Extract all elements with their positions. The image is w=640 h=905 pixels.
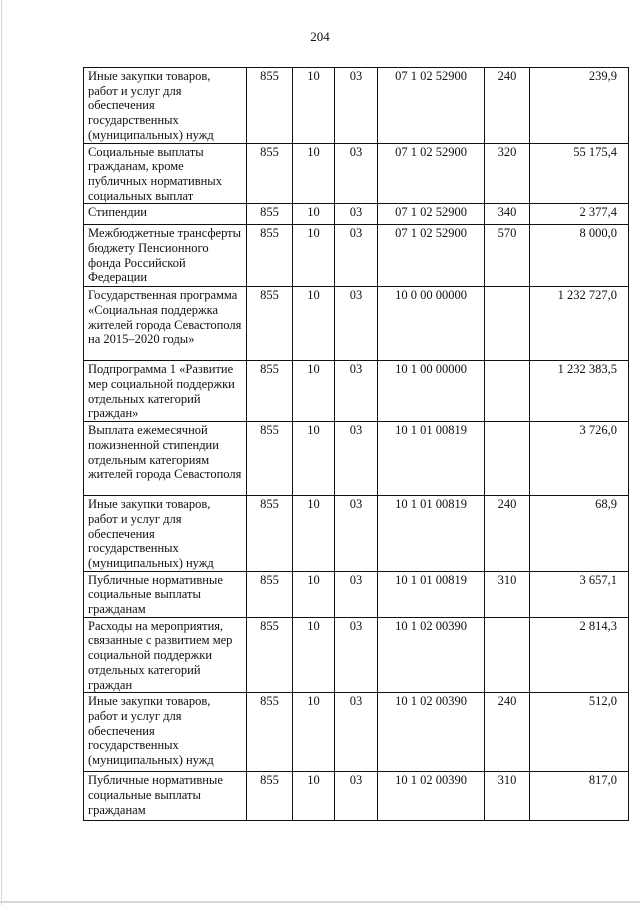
row-csr: 10 1 01 00819	[378, 422, 485, 496]
row-pr: 03	[335, 68, 378, 144]
row-sum: 3 657,1	[530, 571, 629, 617]
row-name: Стипендии	[84, 204, 247, 225]
row-pr: 03	[335, 361, 378, 422]
table-row	[84, 571, 629, 617]
row-csr: 07 1 02 52900	[378, 68, 485, 144]
row-ved: 855	[247, 287, 293, 361]
row-name: Иные закупки товаров, работ и услуг для обеспечения государственных (муниципальных) нужд	[84, 693, 247, 772]
row-sum: 1 232 383,5	[530, 361, 629, 422]
table-row	[84, 225, 629, 287]
row-rz: 10	[293, 68, 335, 144]
row-vr: 240	[485, 693, 530, 772]
row-sum: 239,9	[530, 68, 629, 144]
row-vr: 570	[485, 225, 530, 287]
row-vr: 340	[485, 204, 530, 225]
table-row	[84, 772, 629, 821]
row-name: Иные закупки товаров, работ и услуг для обеспечения государственных (муниципальных) нужд	[84, 68, 247, 144]
row-csr: 07 1 02 52900	[378, 204, 485, 225]
row-vr	[485, 422, 530, 496]
row-ved: 855	[247, 571, 293, 617]
row-rz: 10	[293, 496, 335, 572]
row-sum: 817,0	[530, 772, 629, 821]
row-pr: 03	[335, 693, 378, 772]
row-pr: 03	[335, 204, 378, 225]
table-row	[84, 617, 629, 693]
scan-edge-bottom	[0, 901, 640, 903]
row-name: Расходы на мероприятия, связанные с развитием мер социальной поддержки отдельных категорий граждан	[84, 617, 247, 693]
row-pr: 03	[335, 225, 378, 287]
row-pr: 03	[335, 496, 378, 572]
row-csr: 07 1 02 52900	[378, 225, 485, 287]
row-name: Выплата ежемесячной пожизненной стипендии отдельным категориям жителей города Севастополя	[84, 422, 247, 496]
table-row	[84, 693, 629, 772]
table-row	[84, 68, 629, 144]
table-row	[84, 422, 629, 496]
row-name: Публичные нормативные социальные выплаты гражданам	[84, 571, 247, 617]
row-csr: 10 1 00 00000	[378, 361, 485, 422]
row-csr: 07 1 02 52900	[378, 143, 485, 204]
row-vr	[485, 617, 530, 693]
row-pr: 03	[335, 571, 378, 617]
row-csr: 10 1 01 00819	[378, 571, 485, 617]
row-name: Межбюджетные трансферты бюджету Пенсионного фонда Российской Федерации	[84, 225, 247, 287]
table-row	[84, 143, 629, 204]
row-name: Иные закупки товаров, работ и услуг для обеспечения государственных (муниципальных) нужд	[84, 496, 247, 572]
row-sum: 3 726,0	[530, 422, 629, 496]
row-sum: 512,0	[530, 693, 629, 772]
row-name: Социальные выплаты гражданам, кроме публичных нормативных социальных выплат	[84, 143, 247, 204]
row-name: Государственная программа «Социальная поддержка жителей города Севастополя на 2015–2020 годы»	[84, 287, 247, 361]
row-pr: 03	[335, 617, 378, 693]
row-sum: 2 814,3	[530, 617, 629, 693]
table-row	[84, 204, 629, 225]
row-ved: 855	[247, 496, 293, 572]
row-rz: 10	[293, 693, 335, 772]
row-rz: 10	[293, 772, 335, 821]
row-rz: 10	[293, 225, 335, 287]
row-rz: 10	[293, 287, 335, 361]
page-number: 204	[310, 29, 330, 44]
row-csr: 10 1 02 00390	[378, 617, 485, 693]
row-vr: 310	[485, 571, 530, 617]
row-name: Подпрограмма 1 «Развитие мер социальной поддержки отдельных категорий граждан»	[84, 361, 247, 422]
row-rz: 10	[293, 204, 335, 225]
row-rz: 10	[293, 422, 335, 496]
row-ved: 855	[247, 225, 293, 287]
row-ved: 855	[247, 422, 293, 496]
row-csr: 10 0 00 00000	[378, 287, 485, 361]
row-ved: 855	[247, 204, 293, 225]
row-ved: 855	[247, 617, 293, 693]
row-vr: 240	[485, 68, 530, 144]
row-pr: 03	[335, 422, 378, 496]
row-pr: 03	[335, 287, 378, 361]
row-sum: 55 175,4	[530, 143, 629, 204]
row-name: Публичные нормативные социальные выплаты гражданам	[84, 772, 247, 821]
table-row	[84, 361, 629, 422]
row-vr: 310	[485, 772, 530, 821]
row-rz: 10	[293, 571, 335, 617]
row-rz: 10	[293, 617, 335, 693]
row-sum: 1 232 727,0	[530, 287, 629, 361]
row-csr: 10 1 02 00390	[378, 693, 485, 772]
scan-edge-left	[1, 0, 2, 905]
row-vr	[485, 287, 530, 361]
row-ved: 855	[247, 361, 293, 422]
row-rz: 10	[293, 361, 335, 422]
row-vr	[485, 361, 530, 422]
row-vr: 320	[485, 143, 530, 204]
row-csr: 10 1 02 00390	[378, 772, 485, 821]
row-pr: 03	[335, 143, 378, 204]
row-rz: 10	[293, 143, 335, 204]
row-sum: 2 377,4	[530, 204, 629, 225]
row-pr: 03	[335, 772, 378, 821]
row-ved: 855	[247, 772, 293, 821]
row-sum: 68,9	[530, 496, 629, 572]
row-ved: 855	[247, 68, 293, 144]
row-ved: 855	[247, 693, 293, 772]
table-row	[84, 496, 629, 572]
row-ved: 855	[247, 143, 293, 204]
budget-table	[83, 67, 629, 821]
row-csr: 10 1 01 00819	[378, 496, 485, 572]
row-sum: 8 000,0	[530, 225, 629, 287]
row-vr: 240	[485, 496, 530, 572]
table-row	[84, 287, 629, 361]
